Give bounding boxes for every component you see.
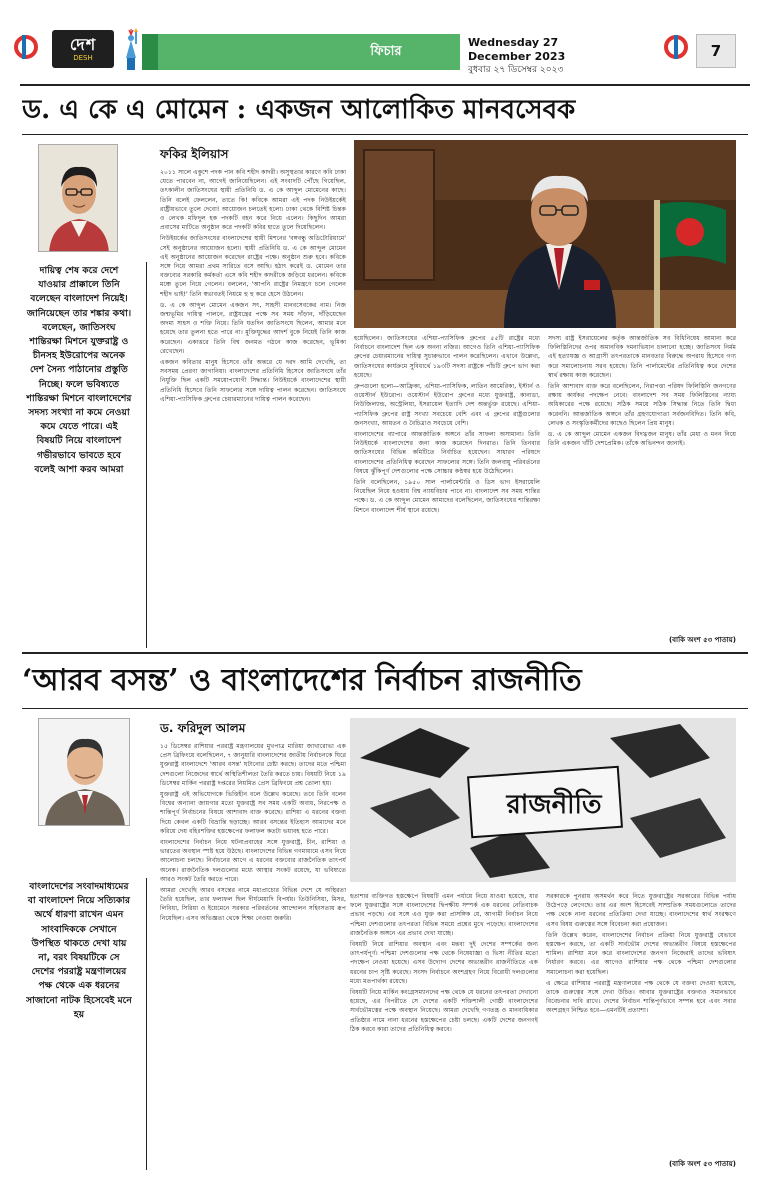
paragraph: সরকারকে পুনরায় অসমর্থন করে নিতে যুক্তরাষ্ট্রের সরকারের বিভিন্ন পর্যায় উঠেপড়ে লেগেছে। তার এর অংশ হিসেবেই সাম্প্রতিক সময়গুলোতে তাদের পক্ষ থেকে নানা ধরনের প্রতিক্রিয়া দেখা যাচ্ছে। বাংলাদেশের স্বার্থ সংরক্ষণে এসব বিষয় গুরুত্বের সঙ্গে বিবেচনা করা প্রয়োজন। xyxy=(546,893,736,928)
pull-quote-divider xyxy=(146,262,147,648)
paragraph: একজন কবিতার মানুষ হিসেবে তাঁর অন্তরে যে দরদ আমি দেখেছি, তা সবসময় প্রেরণা জাগানিয়া। বাংলাদেশের প্রতিনিধি হিসেবে জাতিসংঘে তাঁর নিযুক্তি ছিল একটি সময়োপযোগী সিদ্ধান্ত। নিউইয়র্কে বাংলাদেশের স্থায়ী প্রতিনিধি হিসেবে তিনি সাফল্যের সঙ্গে দায়িত্ব পালন করেছেন। জাতিসংঘে এশিয়া-প্যাসিফিক গ্রুপের চেয়ারম্যানের দায়িত্ব পালন করেছেন। xyxy=(160,359,346,403)
article2-continue-note[interactable]: (বাকি অংশ ৫৩ পাতায়) xyxy=(668,1160,736,1168)
paragraph: ড. এ কে আব্দুল মোমেন একজন বিদগ্ধজন মানুষ। তাঁর মেধা ও মনন নিয়ে তিনি একজন খাঁটি দেশপ্রেমিক। তাঁকে অভিনন্দন জানাই। xyxy=(548,431,736,448)
paragraph: বাংলাদেশের ব্যাপারে আন্তর্জাতিক অঙ্গনে তাঁর সাফল্য অসামান্য। তিনি নিউইয়র্কে বাংলাদেশের জন্য কাজ করেছেন দিনরাত। তিনি তিনবার জাতিসংঘের বিভিন্ন কমিটিতে নির্বাচিত হয়েছেন। সাধারণ পরিষদে বাংলাদেশের প্রতিনিধিত্ব করেছেন সাফল্যের সঙ্গে। তিনি জলবায়ু পরিবর্তনের বিষয়ে ঝুঁকিপূর্ণ দেশগুলোর পক্ষে সোচ্চার কণ্ঠস্বর হয়ে উঠেছিলেন। xyxy=(354,431,540,475)
logo-main-text: দেশ xyxy=(69,35,97,54)
section-band xyxy=(150,34,460,70)
headline-rule xyxy=(22,134,748,135)
paragraph: হতাশার ব্যক্তিগত হস্তক্ষেপে বিষয়টি এমন পর্যায়ে নিয়ে যাওয়া হয়েছে, যার ফলে যুক্তরাষ্ট্রের সঙ্গে বাংলাদেশের দ্বিপক্ষীয় সম্পর্ক এক ধরনের নেতিবাচক প্রভাব পড়ছে। এর সঙ্গে এও যুক্ত করা প্রাসঙ্গিক যে, আগামী নির্বাচন নিয়ে পশ্চিমা দেশগুলোর তৎপরতা বিভিন্ন সময়ে প্রশ্নের মুখে পড়েছে। বাংলাদেশের রাজনৈতিক অঙ্গনে এর প্রভাব দেখা যাচ্ছে। xyxy=(350,893,538,937)
author-portrait-illustration xyxy=(39,719,130,826)
article2-column-3 xyxy=(546,892,736,1154)
author-portrait xyxy=(38,718,130,826)
article1-column-1 xyxy=(160,168,346,646)
article1-headline[interactable]: ড. এ কে এ মোমেন : একজন আলোকিত মানবসেবক xyxy=(22,95,576,125)
article2-column-2 xyxy=(350,892,538,1170)
article1-column-3 xyxy=(548,334,736,634)
ring-ornament-icon xyxy=(14,35,38,59)
date-bangla: বুধবার ২৭ ডিসেম্বর ২০২৩ xyxy=(468,65,564,75)
paragraph: তিনি আশাবাদ ব্যক্ত করে বলেছিলেন, নিরাপত্তা পরিষদ ফিলিস্তিনি জনগণের রক্ষায় কার্যকর পদক্ষেপ নেবে। বাংলাদেশ সব সময় ফিলিস্তিনের ন্যায্য অধিকারের পক্ষে রয়েছে। সঠিক সময়ে সঠিক সিদ্ধান্ত নিতে তিনি দ্বিধা করেননি। আন্তর্জাতিক অঙ্গনে তাঁর গ্রহণযোগ্যতা সর্বজনবিদিত। তিনি কবি, লেখক ও সংস্কৃতিকর্মীদের কাছেও ছিলেন প্রিয় মানুষ। xyxy=(548,383,736,427)
desh-logo[interactable] xyxy=(52,30,114,68)
article1-pull-quote: দায়িত্ব শেষ করে দেশে যাওয়ার প্রাক্কালে তিনি বলেছেন বাংলাদেশ নিয়েই। জানিয়েছেন তার শঙ্কার কথা। বলেছেন, জাতিসংঘ শান্তিরক্ষা মিশনে যুক্তরাষ্ট্র ও চীনসহ ইউরোপের অনেক দেশ সৈন্য পাঠানোর প্রস্তুতি নিচ্ছে। ফলে ভবিষ্যতে শান্তিরক্ষা মিশনে বাংলাদেশের সদস্য সংখ্যা না কমে নেওয়া কমে যেতে পারে। এই বিষয়টি নিয়ে বাংলাদেশ গভীরভাবে ভাবতে হবে বলেই আশা করব আমরা xyxy=(26,265,132,475)
article2-column-1 xyxy=(160,742,346,1170)
article2-illustration xyxy=(350,718,736,882)
issue-date xyxy=(468,36,618,76)
article2-headline[interactable]: ‘আরব বসন্ত’ ও বাংলাদেশের নির্বাচন রাজনীতি xyxy=(22,663,582,698)
article1-author[interactable]: ফকির ইলিয়াস xyxy=(160,147,229,161)
paragraph: যুক্তরাষ্ট্র এই অভিযোগকে ভিত্তিহীন বলে উল্লেখ করেছে। তবে তিনি বলেন বিশ্বের অন্যান্য জায়গার মতো যুক্তরাষ্ট্র সব সময় একটি অবাধ, নিরপেক্ষ ও শান্তিপূর্ণ নির্বাচনের বিষয়ে আশাবাদ ব্যক্ত করেছে। রাশিয়া এ ধরনের বক্তব্য দিয়ে কেবল একটি বিভ্রান্তি ছড়াচ্ছে। আরব বসন্তের ইতিহাস আমাদের মনে করিয়ে দেয় বহিঃশক্তির হস্তক্ষেপের ফলাফল কতটা ভয়াবহ হতে পারে। xyxy=(160,791,346,835)
paragraph: বিষয়টি নিয়ে মার্কিন কংগ্রেসম্যানদের পক্ষ থেকে যে ধরনের তৎপরতা দেখানো হয়েছে, এর বিপরীতে সে দেশের একটি শক্তিশালী গোষ্ঠী বাংলাদেশের সার্বভৌমত্বের পক্ষে অবস্থান নিয়েছে। আমরা দেখেছি গণতন্ত্র ও মানবাধিকার প্রতিষ্ঠার নামে নানা ধরনের হস্তক্ষেপের চেষ্টা চলছে। একটি দেশের জনগণই ঠিক করবে কারা তাদের প্রতিনিধিত্ব করবে। xyxy=(350,989,538,1033)
paragraph: হয়েছিলেন। জাতিসংঘের এশিয়া-প্যাসিফিক গ্রুপের ৫৫টি রাষ্ট্রের মধ্যে নির্বাচনে বাংলাদেশ ছিল এক অনন্য নজির। আগেও তিনি এশিয়া-প্যাসিফিক গ্রুপের চেয়ারম্যানের দায়িত্ব সুচারুভাবে পালন করেছিলেন। এখানে উল্লেখ্য, জাতিসংঘের কার্যক্রমে সুবিধার্থে ১৯৩টি সদস্য রাষ্ট্রকে পাঁচটি গ্রুপে ভাগ করা হয়েছে। xyxy=(354,335,540,379)
paragraph: তিনি উল্লেখ করেন, বাংলাদেশের নির্বাচন প্রক্রিয়া নিয়ে যুক্তরাষ্ট্র যেভাবে হস্তক্ষেপ করছে, তা একটি সার্বভৌম দেশের অভ্যন্তরীণ বিষয়ে হস্তক্ষেপের শামিল। রাশিয়া মনে করে বাংলাদেশের জনগণ নিজেরাই তাদের ভবিষ্যৎ নির্ধারণ করবে। এর আগেও রাশিয়ার পক্ষ থেকে পশ্চিমা দেশগুলোর সমালোচনা করা হয়েছিল। xyxy=(546,931,736,976)
section-label[interactable]: ফিচার xyxy=(370,44,402,59)
pull-quote-divider xyxy=(146,878,147,1170)
illustration-caption: রাজনীতি xyxy=(506,790,602,820)
statue-of-liberty-icon xyxy=(118,28,144,70)
article-divider xyxy=(22,652,748,654)
paragraph: আমরা দেখেছি আরব বসন্তের নামে মধ্যপ্রাচ্যের বিভিন্ন দেশে যে অস্থিরতা তৈরি হয়েছিল, তার ফলাফল ছিল দীর্ঘমেয়াদি বিপর্যয়। তিউনিসিয়া, মিসর, লিবিয়া, সিরিয়া ও ইয়েমেনে সরকার পরিবর্তনের আন্দোলন সহিংসতায় রূপ নিয়েছিল। এসব অভিজ্ঞতা থেকে শিক্ষা নেওয়া জরুরি। xyxy=(160,887,346,922)
ring-ornament-icon xyxy=(664,35,688,59)
masthead-divider xyxy=(20,84,750,86)
paragraph: বাংলাদেশের নির্বাচন নিয়ে ঘটনাপ্রবাহের সঙ্গে যুক্তরাষ্ট্র, চীন, রাশিয়া ও ভারতের অবস্থান স্পষ্ট হয়ে উঠছে। বাংলাদেশের বিভিন্ন গণমাধ্যমে এসব নিয়ে আলোচনা চলছে। নির্বাচনের আগে এ ধরনের বক্তব্যের রাজনৈতিক তাৎপর্য অনেক। রাজনৈতিক দলগুলোর মধ্যে আস্থার সংকট রয়েছে, যা ভবিষ্যতে আরও সংকট তৈরি করতে পারে। xyxy=(160,839,346,883)
paragraph: ড. এ কে আব্দুল মোমেন একজন সৎ, সাহসী মানবসেবকের নাম। নিজ জন্মভূমির দায়িত্ব পালনে, রাষ্ট্রযন্ত্রের পক্ষে সব সময় দাঁড়ান, দাঁড়িয়েছেন অদম্য সাহস ও শক্তি নিয়ে। তিনি যতদিন জাতিসংঘে ছিলেন, আমার মনে হয়েছে তার তুলনা হতে পারে না। মুক্তিযুদ্ধের আদর্শ বুকে নিয়েই তিনি কাজ করেছেন। একাত্তরে তিনি বিশ্ব জনমত গঠনে কাজ করেছেন, ভূমিকা রেখেছেন। xyxy=(160,301,346,355)
author-portrait-illustration xyxy=(39,145,118,252)
headline-rule xyxy=(22,708,748,709)
paragraph: ২০১১ সালে একুশে পদক পান কবি শহীদ কাদরী। অসুস্থতার কারণে কবি ঢাকা যেতে পারবেন না, আগেই জানিয়েছিলেন। এই সংবাদটি পৌঁছে গিয়েছিল, তৎকালীন জাতিসংঘের স্থায়ী প্রতিনিধি ড. এ কে আব্দুল মোমেনের কাছে। তিনি বলেই ফেললেন, তাতে কি! কবিকে আমরা এই পদক নিউইয়র্কেই রাষ্ট্রীয়ভাবে তুলে দেবো! আয়োজন চলতেই হলো। ঢাকা থেকে বিশিষ্ট চিন্তক ও লেখক মফিদুল হক পদকটি বহন করে নিয়ে এলেন। কিছুদিন আমরা প্রবাসের মাটিতে অনুষ্ঠান করে পদকটি কবির হাতে তুলে দিয়েছিলেন। xyxy=(160,169,346,232)
paragraph: বিষয়টি নিয়ে রাশিয়ার অবস্থান এবং মন্তব্য দুই দেশের সম্পর্কের জন্য তাৎপর্যপূর্ণ। পশ্চিমা দেশগুলোর পক্ষ থেকে নিষেধাজ্ঞা ও ভিসা নীতির মতো পদক্ষেপ নেওয়া হয়েছে। এসব উদ্যোগ দেশের অভ্যন্তরীণ রাজনীতিতে এক ধরনের চাপ সৃষ্টি করেছে। সংসদ নির্বাচনে অংশগ্রহণ নিয়ে বিরোধী দলগুলোর মধ্যে মতপার্থক্য রয়েছে। xyxy=(350,941,538,985)
date-english: Wednesday 27 December 2023 xyxy=(468,36,566,63)
minister-photo-illustration xyxy=(354,140,736,328)
article2-pull-quote: বাংলাদেশের সংবাদমাধ্যমের বা বাংলাদেশ নিয়ে সত্যিকার অর্থে ধারণা রাখেন এমন সাংবাদিককে সেখানে উপস্থিত থাকতে দেখা যায় না, বরং বিষয়টিকে সে দেশের পররাষ্ট্র মন্ত্রণালয়ের পক্ষ থেকে এক ধরনের সাজানো নাটক হিসেবেই মনে হয় xyxy=(26,881,132,1020)
paragraph: নিউইয়র্কের জাতিসংঘের বাংলাদেশের স্থায়ী মিশনের 'বঙ্গবন্ধু অডিটোরিয়ামে' সেই অনুষ্ঠানের আয়োজন হলো। স্থায়ী প্রতিনিধি ড. এ কে আব্দুল মোমেন এই অনুষ্ঠানের আয়োজন করেছেন রাষ্ট্রের পক্ষে। অনুষ্ঠান শুরু হবে। কবিকে সঙ্গে নিয়ে আমরা প্রথম সারিতে বসে আছি। হঠাৎ করেই ড. মোমেন তার বক্তব্যের সরকারি কর্মকর্তা এসে কবি শহীদ কাদরীকে জড়িয়ে ধরলেন। কবিকে মঞ্চে তুলে নিয়ে গেলেন। বললেন, 'আপনি রাষ্ট্রের নিমন্ত্রণে চলে গেলেন শহীদ ভাই!' তিনি স্বভাবতই নিয়মে হু হু করে হেসে উঠলেন। xyxy=(160,235,346,298)
article2-author[interactable]: ড. ফরিদুল আলম xyxy=(160,721,246,735)
author-portrait xyxy=(38,144,118,252)
paragraph: তিনি বলেছিলেন, ১৯৫০ সাল পার্লামেন্টারি ও ডিস ভাগ ইসরায়েলি নিয়েছিল নিয়ে হওয়ায় বিশ্ব ন্যায়বিচার পাবে না। বাংলাদেশ সব সময় শান্তির পক্ষে। ড. এ কে আব্দুল মোমেন আমাদের বলেছিলেন, জাতিসংঘের শান্তিরক্ষা মিশনে বাংলাদেশ শীর্ষ স্থানে রয়েছে। xyxy=(354,479,540,514)
article1-photo xyxy=(354,140,736,328)
paragraph: গ্রুপগুলো হলো—আফ্রিকা, এশিয়া-প্যাসিফিক, লাতিন আমেরিকা, ইস্টার্ন ও ওয়েস্টার্ন ইউরোপ। ওয়েস্টার্ন ইউরোপ গ্রুপের মধ্যে যুক্তরাষ্ট্র, কানাডা, নিউজিল্যান্ড, অস্ট্রেলিয়া, ইসরায়েল ইত্যাদি দেশ অন্তর্ভুক্ত রয়েছে। এশিয়া-প্যাসিফিক গ্রুপের রাষ্ট্র সংখ্যা সবচেয়ে বেশি এবং এ গ্রুপের রাষ্ট্রগুলোর জনসংখ্যা, আয়তন ও বৈচিত্র্যও সবচেয়ে বেশি। xyxy=(354,383,540,427)
paragraph: সদস্য রাষ্ট্র ইসরায়েলের কর্তৃক আন্তর্জাতিক সব বিধিনিষেধ আমান্য করে ফিলিস্তিনিদের ওপর অমানবিক দমনাভিযান চালানো হচ্ছে। জাতিসংঘ নির্মম এই হত্যাযজ্ঞ ও আগ্রাসী তৎপরতাকে মানবতার বিরুদ্ধে অপরাধ হিসেবে গণ্য করে সমালোচনায় সরব হয়েছে। তিনি পার্লামেন্টের প্রতিনিধিত্ব করে দেশের স্বার্থ রক্ষায় কাজ করেছেন। xyxy=(548,335,736,379)
paragraph: ১৫ ডিসেম্বর রাশিয়ার পররাষ্ট্র মন্ত্রণালয়ের মুখপাত্র মারিয়া জাখারোভা এক প্রেস ব্রিফিংয়ে বলেছিলেন, ৭ জানুয়ারি বাংলাদেশের জাতীয় নির্বাচনকে ঘিরে যুক্তরাষ্ট্র বাংলাদেশে 'আরব বসন্ত' ঘটানোর চেষ্টা করছে। তাদের মতে পশ্চিমা দেশগুলো নিজেদের স্বার্থে অস্থিতিশীলতা তৈরি করতে চায়। বিষয়টি নিয়ে ১৯ ডিসেম্বর মার্কিন পররাষ্ট্র দপ্তরের নিয়মিত প্রেস ব্রিফিংয়ে প্রশ্ন তোলা হয়। xyxy=(160,743,346,787)
paragraph: এ ক্ষেত্রে রাশিয়ার পররাষ্ট্র মন্ত্রণালয়ের পক্ষ থেকে যে বক্তব্য দেওয়া হয়েছে, তাকে গুরুত্বের সঙ্গে দেখা উচিত। আবার যুক্তরাষ্ট্রের বক্তব্যও সমানভাবে বিবেচনার দাবি রাখে। দেশের নির্বাচন শান্তিপূর্ণভাবে সম্পন্ন হবে এবং সবার অংশগ্রহণ নিশ্চিত হবে—এমনটিই প্রত্যাশা। xyxy=(546,979,736,1015)
masthead xyxy=(0,0,770,84)
page-number: 7 xyxy=(696,34,736,68)
article1-continue-note[interactable]: (বাকি অংশ ৫৩ পাতায়) xyxy=(668,636,736,644)
article1-column-2 xyxy=(354,334,540,646)
logo-sub-text: DESH xyxy=(73,54,93,62)
